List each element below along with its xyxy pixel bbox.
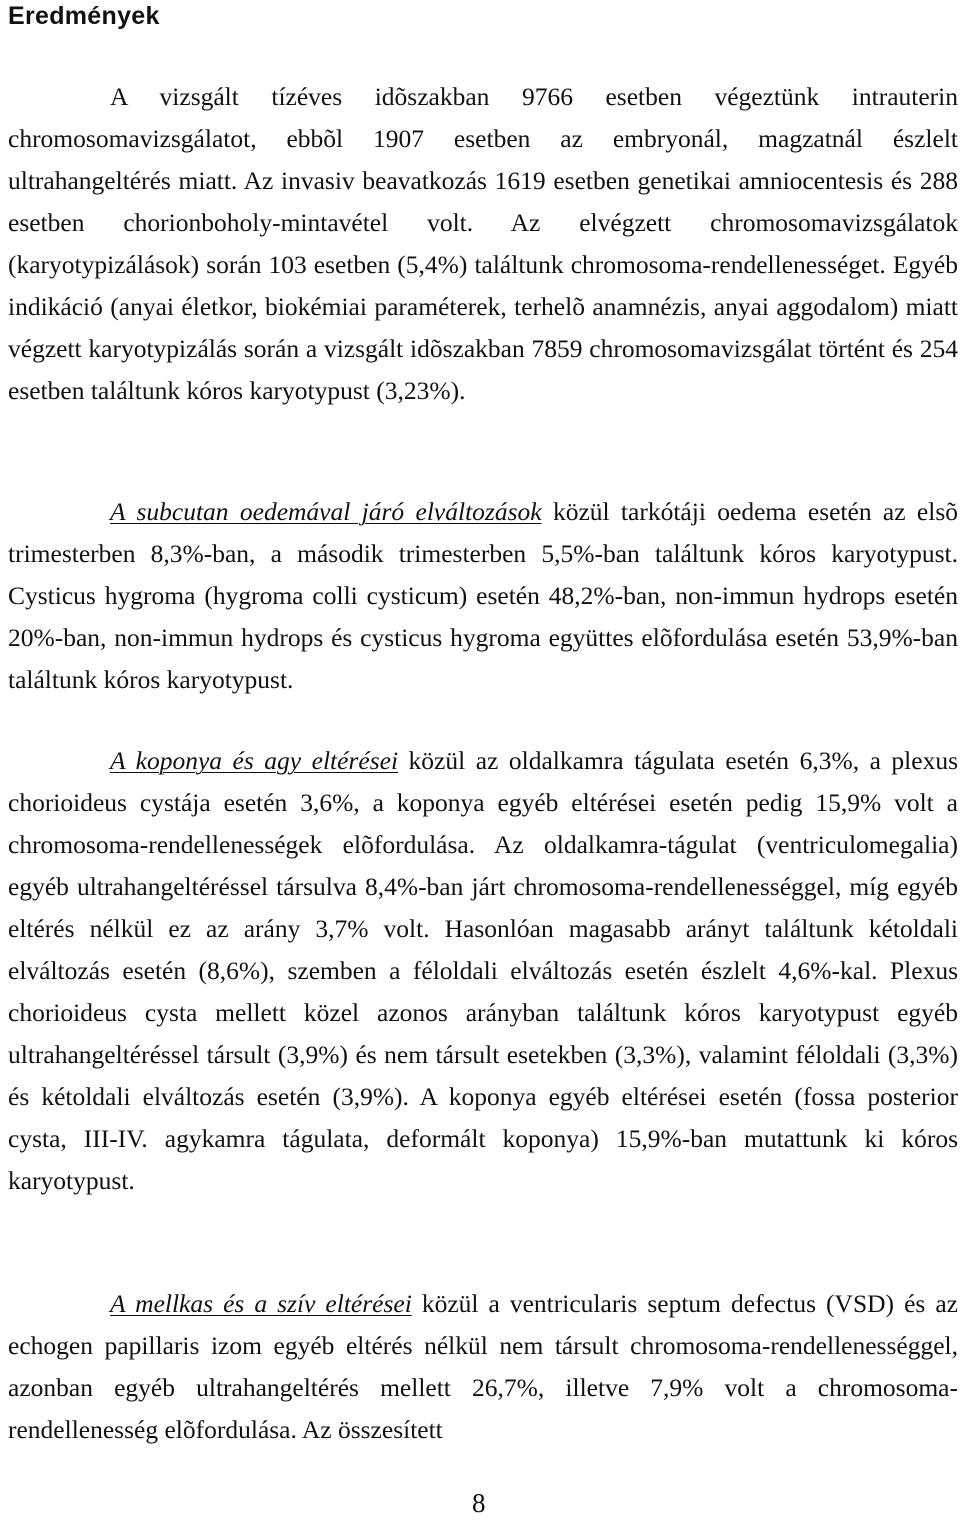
paragraph-text: közül a ventricularis septum defectus (VSD) és az echogen papillaris izom egyéb eltérés nélkül nem társult chromosoma-rendellenességgel, azonban egyéb ultrahangeltérés mellett 26,7%, illetve 7,9% volt a chromosoma-rendellenesség elõfordulása. Az összesített (8, 1289, 958, 1444)
paragraph-mellkas-sziv (8, 1283, 958, 1451)
paragraph-koponya-agy (8, 740, 958, 1202)
paragraph-text: közül tarkótáji oedema esetén az elsõ trimesterben 8,3%-ban, a második trimesterben 5,5%-ban találtunk kóros karyotypust. Cysticus hygroma (hygroma colli cysticum) esetén 48,2%-ban, non-immun hydrops esetén 20%-ban, non-immun hydrops és cysticus hygroma együttes elõfordulása esetén 53,9%-ban találtunk kóros karyotypust. (8, 497, 958, 694)
paragraph-results-overview (8, 76, 958, 412)
page-number: 8 (472, 1488, 486, 1518)
paragraph-lead-subcutan: A subcutan oedemával járó elváltozások (110, 497, 542, 526)
section-heading: Eredmények (8, 2, 160, 30)
paragraph-text: közül az oldalkamra tágulata esetén 6,3%, a plexus chorioideus cystája esetén 3,6%, a koponya egyéb eltérései esetén pedig 15,9% volt a chromosoma-rendellenességek elõfordulása. Az oldalkamra-tágulat (ventriculomegalia) egyéb ultrahangeltéréssel társulva 8,4%-ban járt chromosoma-rendellenességgel, míg egyéb eltérés nélkül ez az arány 3,7% volt. Hasonlóan magasabb arányt találtunk kétoldali elváltozás esetén (8,6%), szemben a féloldali elváltozás esetén észlelt 4,6%-kal. Plexus chorioideus cysta mellett közel azonos arányban találtunk kóros karyotypust egyéb ultrahangeltéréssel társult (3,9%) és nem társult esetekben (3,3%), valamint féloldali (3,3%) és kétoldali elváltozás esetén (3,9%). A koponya egyéb eltérései esetén (fossa posterior cysta, III-IV. agykamra tágulata, deformált koponya) 15,9%-ban mutattunk ki kóros karyotypust. (8, 746, 959, 1195)
paragraph-text: A vizsgált tízéves idõszakban 9766 esetben végeztünk intrauterin chromosomavizsgálatot, ebbõl 1907 esetben az embryonál, magzatnál észlelt ultrahangeltérés miatt. Az invasiv beavatkozás 1619 esetben genetikai amniocentesis és 288 esetben chorionboholy-mintavétel volt. Az elvégzett chromosomavizsgálatok (karyotypizálások) során 103 esetben (5,4%) találtunk chromosoma-rendellenességet. Egyéb indikáció (anyai életkor, biokémiai paraméterek, terhelõ anamnézis, anyai aggodalom) miatt végzett karyotypizálás során a vizsgált idõszakban 7859 chromosomavizsgálat történt és 254 esetben találtunk kóros karyotypust (3,23%). (8, 82, 958, 405)
paragraph-lead-mellkas: A mellkas és a szív eltérései (110, 1289, 412, 1318)
paragraph-subcutan-oedema (8, 491, 958, 701)
paragraph-lead-koponya: A koponya és agy eltérései (110, 746, 399, 775)
